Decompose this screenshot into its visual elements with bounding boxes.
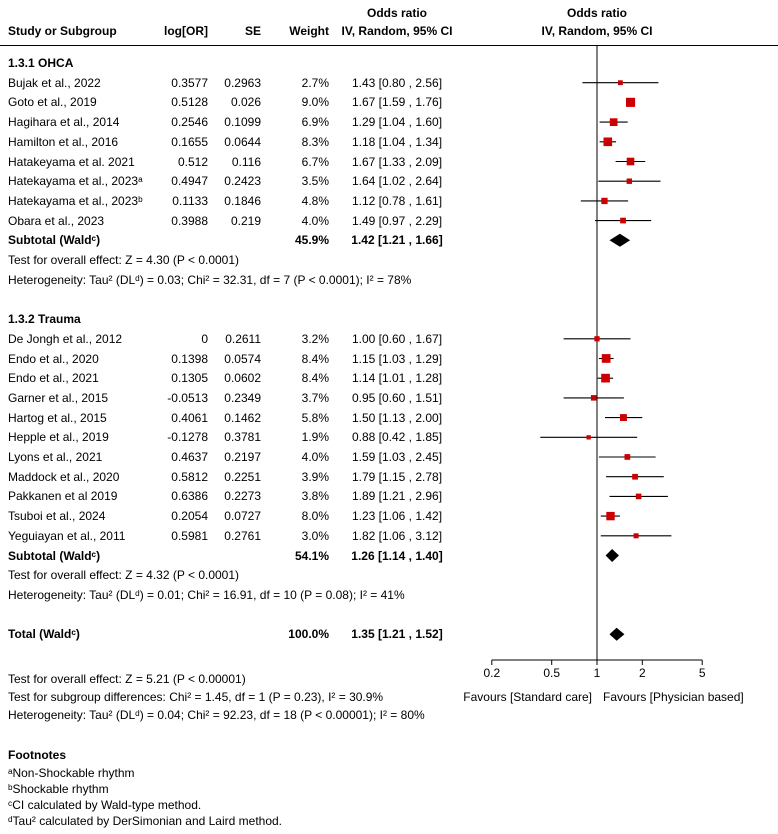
study-row [0, 76, 778, 91]
subtotal-weight: 45.9% [294, 233, 329, 248]
logor-value: 0.5128 [171, 95, 208, 110]
study-name: Endo et al., 2020 [8, 351, 99, 366]
se-value: 0.026 [230, 95, 261, 110]
se-value: 0.2273 [224, 489, 261, 504]
column-header-odds-ratio-right: Odds ratio [566, 6, 627, 20]
column-header-odds-ratio-left: Odds ratio [366, 6, 427, 20]
subtotal-row [0, 549, 778, 564]
se-value: 0.0602 [224, 371, 261, 386]
weight-value: 5.8% [301, 410, 329, 425]
weight-value: 1.9% [301, 430, 329, 445]
ci-value: 1.14 [1.01 , 1.28] [351, 371, 443, 386]
study-name: Obara et al., 2023 [8, 213, 105, 228]
study-row [0, 391, 778, 406]
ci-value: 1.59 [1.03 , 2.45] [351, 450, 443, 464]
ci-value: 0.88 [0.42 , 1.85] [351, 430, 443, 445]
axis-label-favours-left: Favours [Standard care] [463, 690, 592, 704]
ci-value: 1.29 [1.04 , 1.60] [351, 115, 443, 130]
se-value: 0.2423 [224, 174, 261, 189]
study-name: Hatekayama et al., 2023ᵇ [8, 193, 143, 208]
logor-value: 0.1655 [171, 134, 208, 149]
study-name: Hepple et al., 2019 [8, 430, 109, 445]
weight-value: 8.4% [301, 351, 329, 366]
study-row [0, 95, 778, 110]
footnote-c: ᶜCI calculated by Wald-type method. [8, 798, 202, 812]
study-row [0, 371, 778, 386]
logor-value: 0.3577 [171, 75, 208, 90]
se-value: 0.0644 [224, 134, 261, 149]
study-name: Hatakeyama et al. 2021 [8, 154, 135, 169]
footnote-d: ᵈTau² calculated by DerSimonian and Laird method. [8, 814, 283, 828]
study-row [0, 509, 778, 524]
column-header-weight: Weight [289, 24, 329, 38]
weight-value: 3.2% [301, 331, 329, 346]
ci-value: 1.49 [0.97 , 2.29] [351, 213, 443, 228]
weight-value: 2.7% [301, 75, 329, 90]
logor-value: 0.4947 [171, 174, 208, 189]
weight-value: 3.5% [301, 174, 329, 189]
logor-value: 0.1305 [171, 371, 208, 386]
logor-value: 0 [201, 331, 208, 346]
total-label: Total (Waldᶜ) [8, 627, 80, 642]
logor-value: -0.1278 [167, 430, 208, 445]
weight-value: 3.8% [301, 489, 329, 504]
logor-value: 0.4061 [171, 410, 208, 425]
overall-effect-total-text: Test for overall effect: Z = 5.21 (P < 0.00001) [8, 672, 246, 686]
study-name: Hamilton et al., 2016 [8, 134, 119, 149]
ci-value: 1.23 [1.06 , 1.42] [351, 509, 443, 524]
total-weight: 100.0% [288, 627, 329, 642]
se-value: 0.2963 [224, 75, 261, 90]
se-value: 0.0727 [224, 509, 261, 524]
total-ci: 1.35 [1.21 , 1.52] [351, 627, 443, 642]
logor-value: 0.4637 [171, 450, 208, 464]
study-row [0, 155, 778, 170]
subgroup-differences-text: Test for subgroup differences: Chi² = 1.45, df = 1 (P = 0.23), I² = 30.9% [8, 690, 384, 704]
se-value: 0.219 [230, 213, 261, 228]
se-value: 0.1099 [224, 115, 261, 130]
stat-row [0, 588, 778, 603]
heterogeneity-text: Heterogeneity: Tau² (DLᵈ) = 0.01; Chi² = 16.91, df = 10 (P = 0.08); I² = 41% [8, 587, 405, 602]
study-row [0, 411, 778, 426]
study-name: Pakkanen et al 2019 [8, 489, 118, 504]
subtotal-weight: 54.1% [294, 548, 329, 563]
se-value: 0.0574 [224, 351, 261, 366]
logor-value: -0.0513 [167, 390, 208, 405]
column-header-study-or-subgroup: Study or Subgroup [8, 24, 117, 38]
logor-value: 0.512 [177, 154, 208, 169]
overall-effect-text: Test for overall effect: Z = 4.32 (P < 0.0001) [8, 568, 240, 583]
se-value: 0.2611 [225, 331, 261, 346]
study-row [0, 352, 778, 367]
study-name: De Jongh et al., 2012 [8, 331, 123, 346]
study-name: Hartog et al., 2015 [8, 410, 107, 425]
study-row [0, 450, 778, 465]
study-row [0, 470, 778, 485]
se-value: 0.2761 [224, 528, 261, 543]
study-row [0, 214, 778, 229]
logor-value: 0.5812 [171, 469, 208, 484]
total-row [0, 627, 778, 642]
ci-value: 1.82 [1.06 , 3.12] [351, 528, 443, 543]
weight-value: 3.9% [301, 469, 329, 484]
axis-label-favours-right: Favours [Physician based] [603, 690, 744, 704]
study-name: Maddock et al., 2020 [8, 469, 120, 484]
weight-value: 4.0% [301, 450, 329, 464]
axis-tick-label: 0.2 [483, 666, 501, 680]
study-row [0, 194, 778, 209]
column-header-logor: log[OR] [164, 24, 208, 38]
study-row [0, 332, 778, 347]
ci-value: 1.12 [0.78 , 1.61] [351, 193, 443, 208]
study-row [0, 529, 778, 544]
study-row [0, 174, 778, 189]
column-header-ci-left: IV, Random, 95% CI [341, 24, 453, 38]
ci-value: 1.89 [1.21 , 2.96] [351, 489, 443, 504]
section-label: 1.3.2 Trauma [8, 312, 81, 327]
weight-value: 6.9% [301, 115, 329, 130]
axis-tick-label: 0.5 [543, 666, 561, 680]
section-row [0, 312, 778, 327]
study-name: Goto et al., 2019 [8, 95, 97, 110]
weight-value: 3.7% [301, 390, 329, 405]
ci-value: 1.15 [1.03 , 1.29] [351, 351, 443, 366]
logor-value: 0.5981 [171, 528, 208, 543]
weight-value: 4.8% [301, 193, 329, 208]
logor-value: 0.1398 [171, 351, 208, 366]
ci-value: 1.18 [1.04 , 1.34] [351, 134, 443, 149]
logor-value: 0.2054 [171, 509, 208, 524]
stat-row [0, 568, 778, 583]
ci-value: 1.43 [0.80 , 2.56] [351, 75, 443, 90]
study-row [0, 430, 778, 445]
column-header-ci-right: IV, Random, 95% CI [541, 24, 653, 38]
se-value: 0.2349 [224, 390, 261, 405]
section-row [0, 56, 778, 71]
overall-effect-text: Test for overall effect: Z = 4.30 (P < 0.0001) [8, 253, 240, 267]
logor-value: 0.6386 [171, 489, 208, 504]
subtotal-ci: 1.26 [1.14 , 1.40] [351, 548, 443, 563]
stat-row [0, 273, 778, 288]
se-value: 0.1846 [224, 193, 261, 208]
logor-value: 0.2546 [171, 115, 208, 130]
se-value: 0.2197 [224, 450, 261, 464]
ci-value: 1.79 [1.15 , 2.78] [351, 469, 443, 484]
axis-tick-label: 2 [638, 666, 646, 680]
study-name: Yeguiayan et al., 2011 [8, 528, 126, 543]
ci-value: 1.00 [0.60 , 1.67] [351, 331, 443, 346]
stat-row [0, 253, 778, 268]
footnotes-title: Footnotes [8, 748, 66, 762]
section-label: 1.3.1 OHCA [8, 56, 74, 70]
ci-value: 1.67 [1.33 , 2.09] [351, 154, 443, 169]
footnote-a: ᵃNon-Shockable rhythm [8, 766, 135, 780]
weight-value: 8.0% [301, 509, 329, 524]
ci-value: 1.50 [1.13 , 2.00] [351, 410, 443, 425]
weight-value: 9.0% [301, 95, 329, 110]
ci-value: 1.64 [1.02 , 2.64] [351, 174, 443, 189]
subtotal-label: Subtotal (Waldᶜ) [8, 548, 101, 563]
study-row [0, 115, 778, 130]
weight-value: 3.0% [301, 528, 329, 543]
weight-value: 4.0% [301, 213, 329, 228]
subtotal-ci: 1.42 [1.21 , 1.66] [351, 233, 443, 248]
heterogeneity-total-text: Heterogeneity: Tau² (DLᵈ) = 0.04; Chi² = 92.23, df = 18 (P < 0.00001); I² = 80% [8, 708, 425, 722]
weight-value: 8.3% [301, 134, 329, 149]
study-name: Hagihara et al., 2014 [8, 115, 120, 130]
ci-value: 0.95 [0.60 , 1.51] [351, 390, 443, 405]
logor-value: 0.1133 [172, 193, 208, 208]
study-name: Lyons et al., 2021 [8, 450, 103, 464]
subtotal-row [0, 233, 778, 248]
logor-value: 0.3988 [171, 213, 208, 228]
axis-tick-label: 1 [593, 666, 601, 680]
heterogeneity-text: Heterogeneity: Tau² (DLᵈ) = 0.03; Chi² = 32.31, df = 7 (P < 0.0001); I² = 78% [8, 272, 412, 287]
study-row [0, 135, 778, 150]
se-value: 0.2251 [224, 469, 261, 484]
study-name: Tsuboi et al., 2024 [8, 509, 106, 524]
ci-value: 1.67 [1.59 , 1.76] [351, 95, 443, 110]
column-header-se: SE [244, 24, 261, 38]
se-value: 0.3781 [224, 430, 261, 445]
footnote-b: ᵇShockable rhythm [8, 782, 109, 796]
se-value: 0.116 [231, 154, 261, 169]
study-name: Hatekayama et al., 2023ᵃ [8, 174, 143, 189]
study-row [0, 489, 778, 504]
subtotal-label: Subtotal (Waldᶜ) [8, 233, 101, 248]
study-name: Garner et al., 2015 [8, 390, 109, 405]
study-name: Endo et al., 2021 [8, 371, 99, 386]
axis-tick-label: 5 [698, 666, 706, 680]
weight-value: 6.7% [301, 154, 329, 169]
weight-value: 8.4% [301, 371, 329, 386]
se-value: 0.1462 [224, 410, 261, 425]
study-name: Bujak et al., 2022 [8, 75, 101, 90]
